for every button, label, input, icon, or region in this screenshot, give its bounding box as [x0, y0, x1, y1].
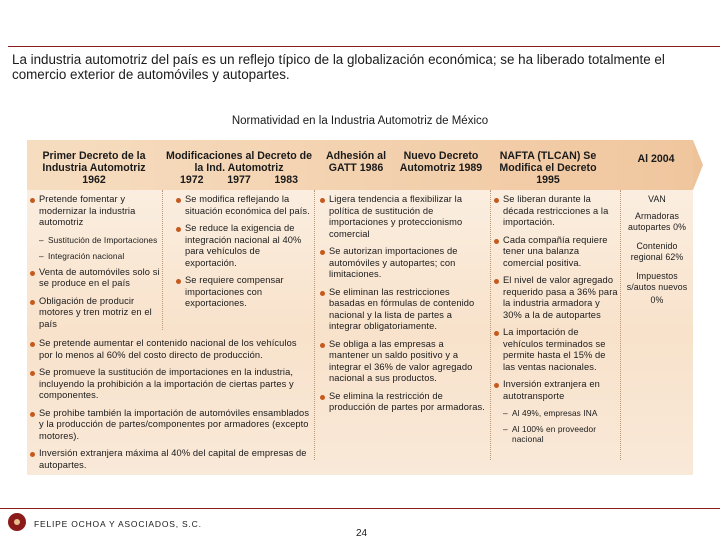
label-armadoras: Armadoras autopartes 0%: [627, 211, 687, 232]
divider-4: [620, 190, 621, 460]
list-item: Se requiere compensar importaciones con exportaciones.: [176, 275, 310, 310]
footer-rule: [0, 508, 720, 509]
timeline-arrow: [693, 140, 703, 190]
divider-2: [314, 190, 315, 460]
list-item: Se prohibe también la importación de automóviles ensamblados y la producción de partes/componentes por armadores (excepto motores).: [30, 408, 310, 443]
list-item: Se obliga a las empresas a mantener un saldo positivo y a integrar el 36% de valor agregado nacional a sus productos.: [320, 339, 486, 385]
column-gatt-1989: [320, 194, 486, 420]
intro-text: La industria automotriz del país es un reflejo típico de la globalización económica; se ha liberado totalmente el comercio exterior de automóviles y autopartes.: [12, 52, 665, 82]
list-item: La importación de vehículos terminados se permite hasta el 15% de las ventas nacionales.: [494, 327, 618, 373]
list-item: Se eliminan las restricciones basadas en fórmulas de contenido nacional y la lista de partes a integrar obligatoriamente.: [320, 287, 486, 333]
list-item: Se elimina la restricción de producción de partes por armadoras.: [320, 391, 486, 414]
column-shared-1962-1983: [30, 338, 310, 477]
list-item: Se liberan durante la década restricciones a la importación.: [494, 194, 618, 229]
list-item: El nivel de valor agregado requerido pasa a 36% para la industria armadora y 30% a la de autopartes: [494, 275, 618, 321]
header-years: [166, 174, 312, 186]
year-1983: 1983: [274, 174, 298, 186]
header-modificaciones: [166, 150, 312, 186]
header-nuevo-decreto: Nuevo Decreto Automotriz 1989: [399, 150, 483, 174]
header-2004: Al 2004: [637, 153, 675, 165]
header-modificaciones-title: Modificaciones al Decreto de la Ind. Automotriz: [166, 150, 313, 174]
list-item: Se reduce la exigencia de integración nacional al 40% para vehículos de exportación.: [176, 223, 310, 269]
header-1962: Primer Decreto de la Industria Automotriz 1962: [42, 150, 146, 186]
list-subitem: – Integración nacional: [30, 251, 160, 261]
list-item: Se pretende aumentar el contenido nacional de los vehículos por lo menos al 60% del costo directo de producción.: [30, 338, 310, 361]
label-impuestos-value: 0%: [650, 295, 664, 305]
header-gatt: Adhesión al GATT 1986: [325, 150, 387, 174]
top-rule: [8, 46, 720, 47]
section-title: Normatividad en la Industria Automotriz de México: [231, 115, 489, 127]
list-subitem: – Sustitución de Importaciones: [30, 235, 160, 245]
column-2004: [624, 194, 690, 312]
column-1962: [30, 194, 160, 336]
list-item: Inversión extranjera máxima al 40% del capital de empresas de autopartes.: [30, 448, 310, 471]
label-impuestos: Impuestos s/autos nuevos: [626, 271, 688, 292]
year-1972: 1972: [180, 174, 204, 186]
divider-3: [490, 190, 491, 460]
column-modificaciones: [176, 194, 310, 316]
list-item: Ligera tendencia a flexibilizar la política de sustitución de importaciones y proteccionismo comercial: [320, 194, 486, 240]
list-item: Se promueve la sustitución de importaciones en la industria, incluyendo la prohibición a la importación de ciertas partes y componentes.: [30, 367, 310, 402]
list-subitem: – Al 49%, empresas INA: [494, 408, 618, 418]
divider-1: [162, 190, 163, 330]
footer-company: FELIPE OCHOA Y ASOCIADOS, S.C.: [34, 519, 202, 529]
list-item: Pretende fomentar y modernizar la industria automotriz: [30, 194, 160, 229]
page-number: 24: [356, 528, 368, 539]
list-item: Inversión extranjera en autotransporte: [494, 379, 618, 402]
list-item: Se modifica reflejando la situación económica del país.: [176, 194, 310, 217]
list-subitem: – Al 100% en proveedor nacional: [494, 424, 618, 444]
header-nafta: NAFTA (TLCAN) Se Modifica el Decreto 1995: [499, 150, 597, 186]
company-logo-icon: [8, 513, 26, 531]
list-item: Obligación de producir motores y tren motriz en el país: [30, 296, 160, 331]
list-item: Venta de automóviles solo si se produce en el país: [30, 267, 160, 290]
list-item: Cada compañía requiere tener una balanza comercial positiva.: [494, 235, 618, 270]
year-1977: 1977: [227, 174, 251, 186]
column-nafta: [494, 194, 618, 450]
label-contenido-regional: Contenido regional 62%: [630, 241, 684, 262]
label-van: VAN: [648, 194, 666, 204]
list-item: Se autorizan importaciones de automóviles y autopartes; con limitaciones.: [320, 246, 486, 281]
